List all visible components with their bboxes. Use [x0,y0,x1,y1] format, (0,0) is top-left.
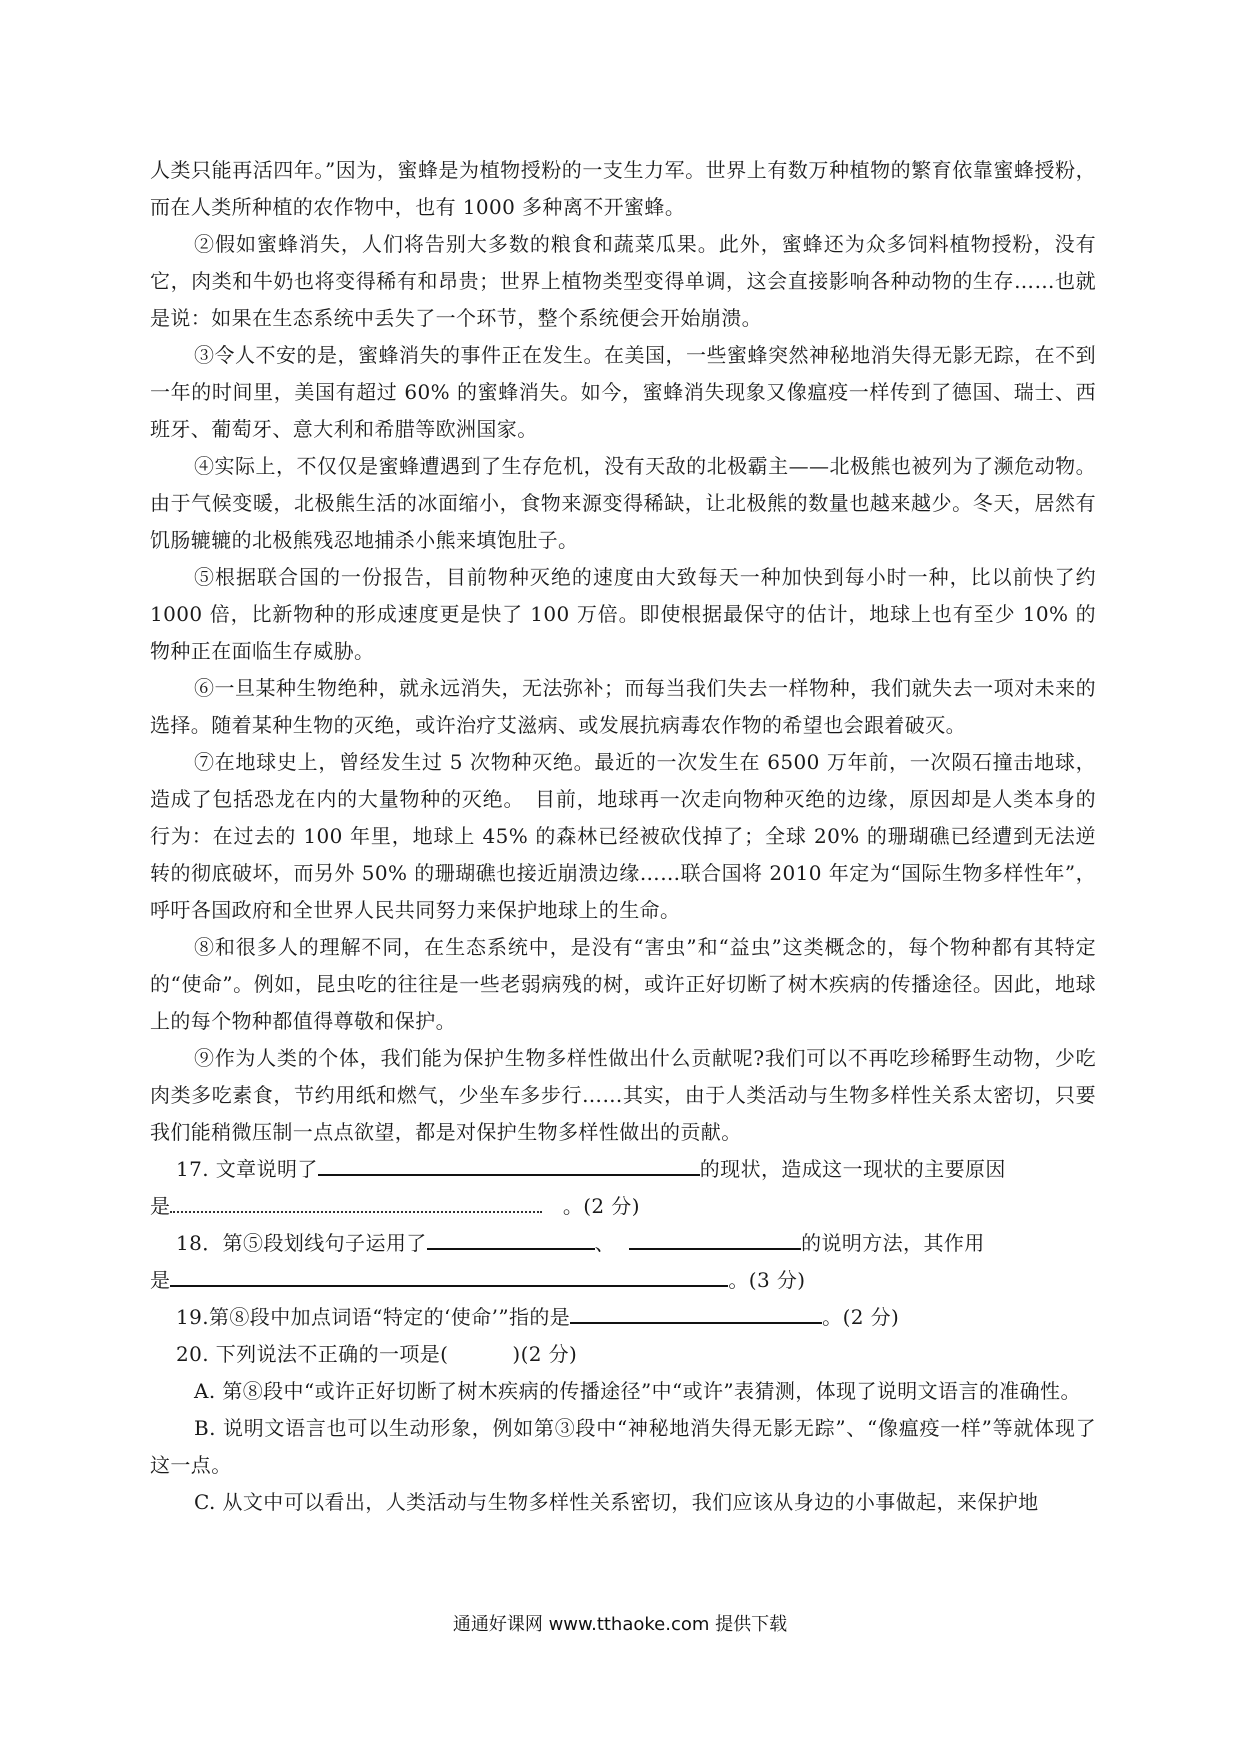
article-body [150,152,1096,1521]
q18-answer-blank-3[interactable] [170,1265,728,1287]
question-18-line-2 [150,1262,1096,1299]
q19-text-a: 19.第⑧段中加点词语“特定的‘使命’”指的是 [176,1305,571,1329]
question-20-option-a: A. 第⑧段中“或许正好切断了树木疾病的传播途径”中“或许”表猜测，体现了说明文语言的准确性。 [194,1379,1081,1403]
q18-text-d: 。(3 分) [728,1268,806,1292]
paragraph-continuation: 人类只能再活四年。”因为，蜜蜂是为植物授粉的一支生力军。世界上有数万种植物的繁育依靠蜜蜂授粉，而在人类所种植的农作物中，也有 1000 多种离不开蜜蜂。 [150,158,1096,219]
q18-text-b: 的说明方法，其作用 [801,1231,985,1255]
question-20 [150,1336,1096,1373]
question-17-line-2 [150,1188,1096,1225]
q17-text-c: 是 [150,1194,171,1218]
paragraph-3: ③令人不安的是，蜜蜂消失的事件正在发生。在美国，一些蜜蜂突然神秘地消失得无影无踪，在不到一年的时间里，美国有超过 60% 的蜜蜂消失。如今，蜜蜂消失现象又像瘟疫一样传到了德国、瑞士、西班牙、葡萄牙、意大利和希腊等欧洲国家。 [150,343,1096,441]
question-20-option-c: C. 从文中可以看出，人类活动与生物多样性关系密切，我们应该从身边的小事做起，来保护地 [194,1490,1039,1514]
paragraph-6: ⑥一旦某种生物绝种，就永远消失，无法弥补；而每当我们失去一样物种，我们就失去一项对未来的选择。随着某种生物的灭绝，或许治疗艾滋病、或发展抗病毒农作物的希望也会跟着破灭。 [150,676,1096,737]
q20-text-b: )(2 分) [512,1342,578,1366]
q18-text-a: 18．第⑤段划线句子运用了 [176,1231,427,1255]
paragraph-4: ④实际上，不仅仅是蜜蜂遭遇到了生存危机，没有天敌的北极霸主——北极熊也被列为了濒危动物。由于气候变暖，北极熊生活的冰面缩小，食物来源变得稀缺，让北极熊的数量也越来越少。冬天，居然有饥肠辘辘的北极熊残忍地捕杀小熊来填饱肚子。 [150,454,1096,552]
page-footer: 通通好课网 www.tthaoke.com 提供下载 [452,1614,788,1635]
q18-sep: 、 [594,1231,616,1255]
q18-answer-blank-1[interactable] [427,1228,595,1250]
question-19 [150,1299,1096,1336]
question-20-option-b: B. 说明文语言也可以生动形象，例如第③段中“神秘地消失得无影无踪”、“像瘟疫一样”等就体现了这一点。 [150,1416,1096,1477]
question-17 [150,1151,1096,1188]
q17-text-a: 17. 文章说明了 [176,1157,318,1181]
paragraph-2: ②假如蜜蜂消失，人们将告别大多数的粮食和蔬菜瓜果。此外，蜜蜂还为众多饲料植物授粉，没有它，肉类和牛奶也将变得稀有和昂贵；世界上植物类型变得单调，这会直接影响各种动物的生存……也就是说：如果在生态系统中丢失了一个环节，整个系统便会开始崩溃。 [150,232,1096,330]
q19-answer-blank[interactable] [570,1302,822,1324]
q18-answer-blank-2[interactable] [629,1228,801,1250]
paragraph-9: ⑨作为人类的个体，我们能为保护生物多样性做出什么贡献呢?我们可以不再吃珍稀野生动物，少吃肉类多吃素食，节约用纸和燃气，少坐车多步行……其实，由于人类活动与生物多样性关系太密切，只要我们能稍微压制一点点欲望，都是对保护生物多样性做出的贡献。 [150,1046,1096,1144]
q17-answer-blank-1[interactable] [318,1154,700,1176]
q19-text-b: 。(2 分) [822,1305,900,1329]
q17-text-b: 的现状，造成这一现状的主要原因 [699,1157,1006,1181]
q17-answer-blank-2[interactable] [170,1191,542,1213]
paragraph-5: ⑤根据联合国的一份报告，目前物种灭绝的速度由大致每天一种加快到每小时一种，比以前快了约 1000 倍，比新物种的形成速度更是快了 100 万倍。即使根据最保守的估计，地球上也有至少 10% 的物种正在面临生存威胁。 [150,565,1096,663]
q18-text-c: 是 [150,1268,171,1292]
paragraph-7: ⑦在地球史上，曾经发生过 5 次物种灭绝。最近的一次发生在 6500 万年前，一次陨石撞击地球，造成了包括恐龙在内的大量物种的灭绝。 目前，地球再一次走向物种灭绝的边缘，原因却是人类本身的行为：在过去的 100 年里，地球上 45% 的森林已经被砍伐掉了；全球 20% 的珊瑚礁已经遭到无法逆转的彻底破坏，而另外 50% 的珊瑚礁也接近崩溃边缘……联合国将 2010 年定为“国际生物多样性年”，呼吁各国政府和全世界人民共同努力来保护地球上的生命。 [150,750,1096,922]
question-18 [150,1225,1096,1262]
q17-text-d: 。(2 分) [562,1194,640,1218]
paragraph-8: ⑧和很多人的理解不同，在生态系统中，是没有“害虫”和“益虫”这类概念的，每个物种都有其特定的“使命”。例如，昆虫吃的往往是一些老弱病残的树，或许正好切断了树木疾病的传播途径。因此，地球上的每个物种都值得尊敬和保护。 [150,935,1096,1033]
q20-text-a: 20. 下列说法不正确的一项是( [176,1342,449,1366]
